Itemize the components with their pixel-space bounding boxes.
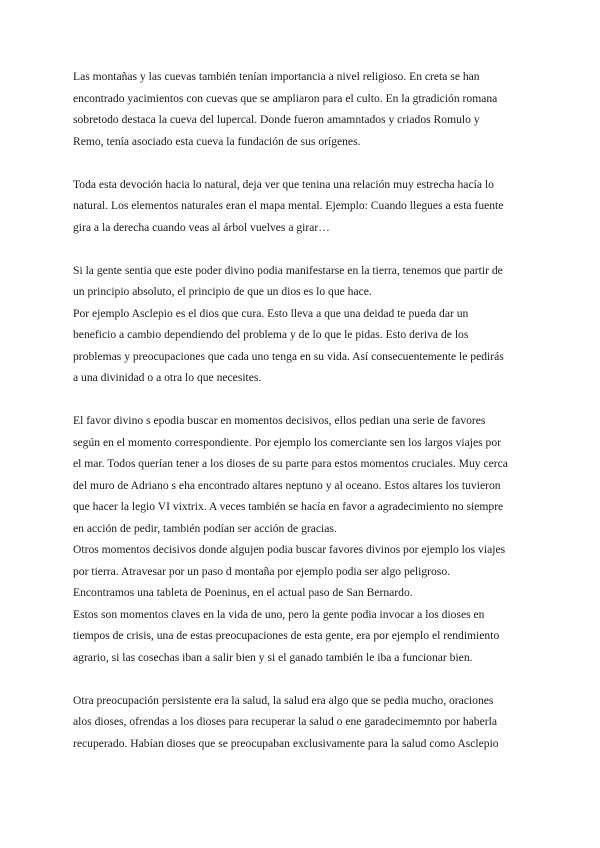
text-line: Por ejemplo Asclepio es el dios que cura. Esto lleva a que una deidad te pueda dar un	[73, 306, 469, 320]
text-line: Toda esta devoción hacia lo natural, deja ver que tenina una relación muy estrecha hacía lo	[73, 177, 494, 191]
text-line: en acción de pedir, también podían ser acción de gracias.	[73, 521, 337, 535]
text-line: natural. Los elementos naturales eran el mapa mental. Ejemplo: Cuando llegues a esta fuente	[73, 199, 504, 212]
text-line: Encontramos una tableta de Poeninus, en el actual paso de San Bernardo.	[73, 586, 413, 599]
text-line: por tierra. Atravesar por un paso d montaña por ejemplo podia ser algo peligroso.	[73, 564, 451, 578]
text-line: Remo, tenía asociado esta cueva la fundación de sus orígenes.	[73, 134, 361, 148]
paragraph-health	[73, 690, 533, 755]
text-line: Otra preocupación persistente era la salud, la salud era algo que se pedia mucho, oraciones	[73, 693, 494, 707]
text-line: Estos son momentos claves en la vida de uno, pero la gente podia invocar a los dioses en	[73, 607, 485, 621]
text-line: problemas y preocupaciones que cada uno tenga en su vida. Así consecuentemente le pedirás	[73, 349, 504, 363]
text-line: alos dioses, ofrendas a los dioses para recuperar la salud o ene garadecimemnto por haberla	[73, 715, 497, 728]
text-line: Si la gente sentia que este poder divino podia manifestarse en la tierra, tenemos que partir de	[73, 263, 503, 277]
text-line: agrario, si las cosechas iban a salir bien y si el ganado también le iba a funcionar bien.	[73, 650, 473, 664]
text-line: el mar. Todos querían tener a los dioses de su parte para estos momentos cruciales. Muy cerca	[73, 457, 508, 470]
text-line: gira a la derecha cuando veas al árbol vuelves a girar…	[73, 220, 330, 234]
text-line: un principio absoluto, el principio de que un dios es lo que hace.	[73, 285, 372, 298]
document-page	[73, 66, 533, 754]
text-line: sobretodo destaca la cueva del lupercal. Donde fueron amamntados y criados Romulo y	[73, 113, 480, 126]
text-line: encontrado yacimientos con cuevas que se ampliaron para el culto. En la gtradición romana	[73, 91, 498, 105]
paragraph-mountains-caves	[73, 66, 533, 152]
text-line: beneficio a cambio dependiendo del problema y de lo que le pidas. Esto deriva de los	[73, 328, 469, 341]
text-line: según en el momento correspondiente. Por ejemplo los comerciante sen los largos viajes por	[73, 435, 502, 449]
text-line: a una divinidad o a otra lo que necesites.	[73, 371, 262, 384]
paragraph-nature-devotion	[73, 174, 533, 239]
text-line: del muro de Adriano s eha encontrado altares neptuno y al oceano. Estos altares los tuvieron	[73, 478, 501, 492]
paragraph-divine-favor	[73, 410, 533, 668]
text-line: El favor divino s epodia buscar en momentos decisivos, ellos pedian una serie de favores	[73, 414, 486, 427]
text-line: Otros momentos decisivos donde algujen podia buscar favores divinos por ejemplo los viajes	[73, 543, 506, 556]
text-line: Las montañas y las cuevas también tenían importancia a nivel religioso. En creta se han	[73, 70, 480, 83]
text-line: que hacer la legio VI vixtrix. A veces también se hacía en favor a agradecimiento no siempre	[73, 500, 504, 513]
paragraph-divine-power	[73, 260, 533, 389]
text-line: tiempos de crisis, una de estas preocupaciones de esta gente, era por ejemplo el rendimiento	[73, 629, 500, 642]
text-line: recuperado. Habían dioses que se preocupaban exclusivamente para la salud como Asclepio	[73, 736, 499, 750]
